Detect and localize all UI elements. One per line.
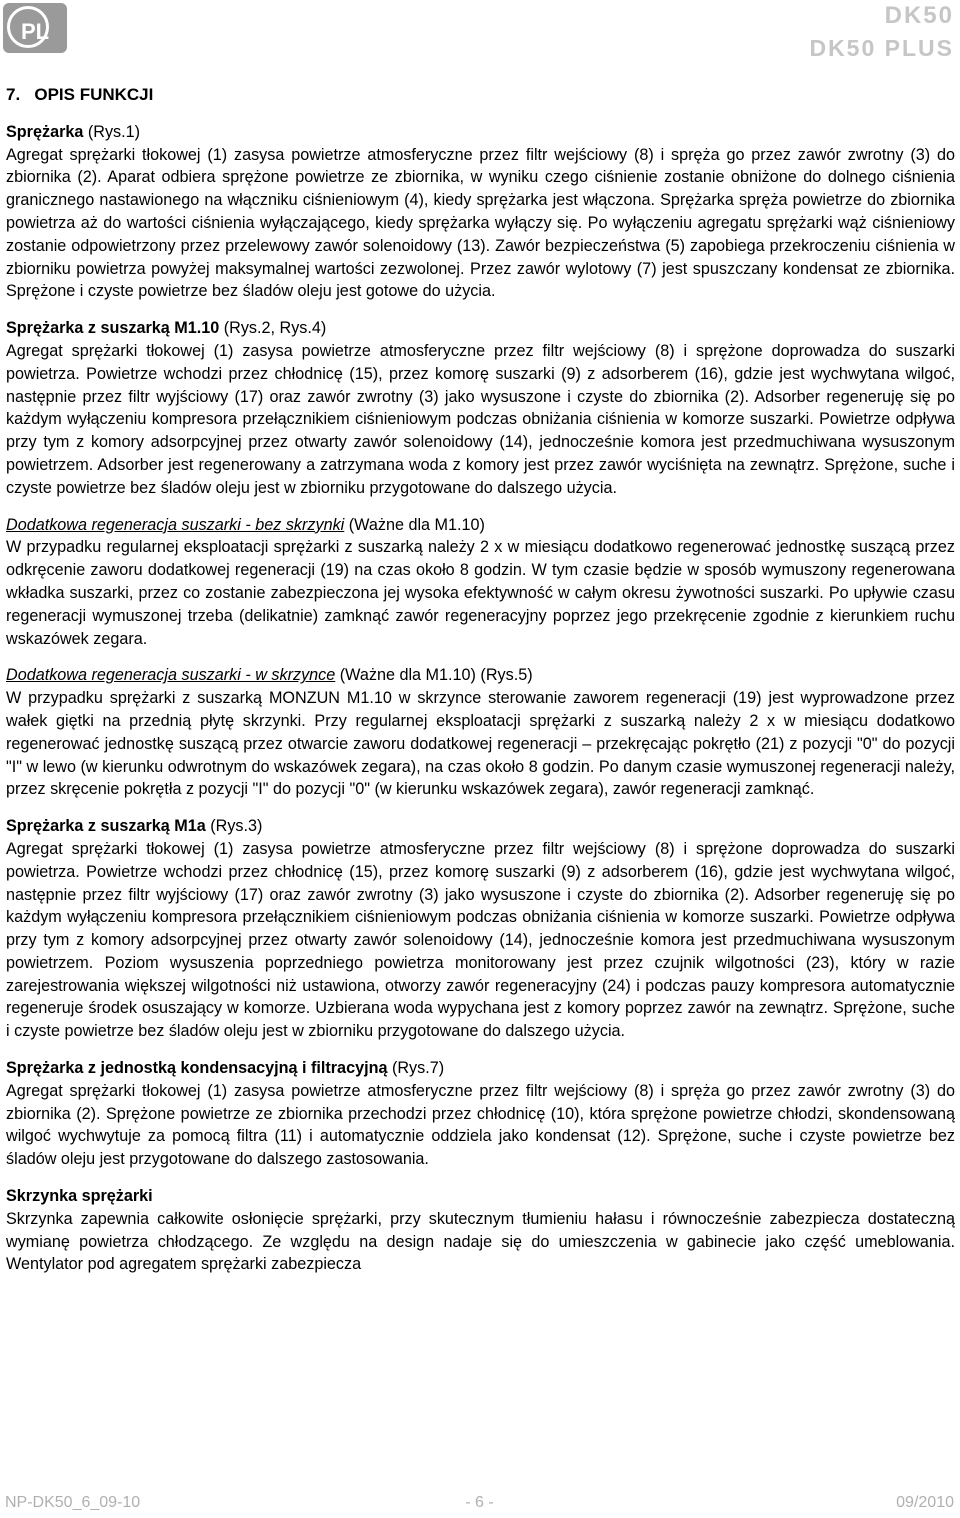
heading-title: Dodatkowa regeneracja suszarki - w skrzynce — [6, 666, 336, 685]
chapter-title: 7. OPIS FUNKCJI — [6, 85, 154, 104]
heading-title: Sprężarka z suszarką M1a — [6, 817, 206, 836]
document-date: 09/2010 — [896, 1494, 954, 1511]
section-paragraph: Agregat sprężarki tłokowej (1) zasysa powietrze atmosferyczne przez filtr wejściowy (8) i sprężone doprowadza do suszarki powietrza. Powietrze wchodzi przez chłodnicę (15), przez komorę suszarki (9) z adsorberem (16), gdzie jest wychwytana wilgoć, następnie przez filtr wyjściowy (17) oraz zawór zwrotny (3) jako wysuszone i czyste do zbiornika (2). Adsorber regeneruję się po każdym wyłączeniu kompresora przełącznikiem ciśnieniowym podczas obniżania ciśnienia w komorze suszarki. Powietrze odpływa przy tym z komory adsorpcyjnej przez otwarty zawór solenoidowy (14), jednocześnie komora jest przedmuchiwana wysuszonym powietrzem. Poziom wysuszenia poprzedniego powietrza monitorowany jest przez czujnik wilgotności (23), który w razie zarejestrowania większej wilgotności niż ustawiona, otworzy zawór regeneracyjny (24) i podczas pauzy kompresora automatycznie regeneruje środek osuszający w komorze. Uzbierana woda wypychana jest z komory poprzez zawór na zewnątrz. Sprężone, suche i czyste powietrze bez śladów oleju jest w zbiorniku przygotowane do dalszego użycia. — [6, 839, 955, 1041]
heading-title: Sprężarka — [6, 122, 84, 141]
heading-ref: (Rys.7) — [387, 1059, 445, 1078]
section-paragraph: W przypadku sprężarki z suszarką MONZUN M1.10 w skrzynce sterowanie zaworem regeneracji (19) jest wyprowadzone przez wałek giętki na przednią płytę skrzynki. Przy regularnej eksploatacji sprężarki z suszarką należy 2 x w miesiącu dodatkowo regenerować jednostkę suszącą przez otwarcie zaworu dodatkowej regeneracji – przekręcając pokrętło (21) z pozycji "0" do pozycji "I" w lewo (w kierunku odwrotnym do wskazówek zegara), na czas około 8 godzin. Po danym czasie wymuszonej regeneracji należy, przez skręcenie pokrętła z pozycji "I" do pozycji "0" (w kierunku wskazówek zegara), zawór regeneracji zamknąć. — [6, 689, 955, 799]
page-footer — [5, 1494, 954, 1516]
section-heading — [6, 1185, 955, 1208]
section-heading — [6, 1057, 955, 1080]
section-heading — [6, 317, 955, 340]
heading-title: Dodatkowa regeneracja suszarki - bez skrzynki — [6, 515, 345, 534]
language-badge — [3, 3, 67, 53]
section-paragraph: Skrzynka zapewnia całkowite osłonięcie sprężarki, przy skutecznym tłumieniu hałasu i równocześnie zabezpiecza dostateczną wymianę powietrza chłodzącego. Ze względu na design nadaje się do umieszczenia w gabinecie jako część umeblowania. Wentylator pod agregatem sprężarki zabezpiecza — [6, 1209, 955, 1274]
document-code: NP-DK50_6_09-10 — [5, 1494, 141, 1511]
section-paragraph: Agregat sprężarki tłokowej (1) zasysa powietrze atmosferyczne przez filtr wejściowy (8) i spręża go przez zawór zwrotny (3) do zbiornika (2). Sprężone powietrze ze zbiornika przechodzi przez chłodnicę (10), która sprężone powietrze chłodzi, skondensowaną wilgoć wychwytuje za pomocą filtra (11) i automatycznie oddziela jako kondensat (12). Sprężone, suche i czyste powietrze bez śladów oleju jest przygotowane do dalszego zastosowania. — [6, 1081, 955, 1169]
section-heading — [6, 514, 955, 537]
heading-ref: (Ważne dla M1.10) — [344, 515, 485, 534]
badge-ring — [7, 6, 49, 48]
model-name-secondary: DK50 PLUS — [809, 35, 954, 61]
section-heading — [6, 815, 955, 838]
heading-title: Sprężarka z suszarką M1.10 — [6, 319, 220, 338]
section-paragraph: W przypadku regularnej eksploatacji sprężarki z suszarką należy 2 x w miesiącu dodatkowo regenerować jednostkę suszącą przez odkręcenie zaworu dodatkowej regeneracji (19) na czas około 8 godzin. W tym czasie będzie w sposób wymuszony regenerowana wkładka suszarki, przez co zostanie zabezpieczona jej wysoka efektywność w całym okresu żywotności suszarki. Po upływie czasu regeneracji wymuszonej trzeba (delikatnie) zamknąć zawór regeneracyjny poprzez jego przekręcenie zgodnie z kierunkiem ruchu wskazówek zegara. — [6, 538, 955, 648]
heading-ref: (Ważne dla M1.10) (Rys.5) — [335, 666, 533, 685]
section-paragraph: Agregat sprężarki tłokowej (1) zasysa powietrze atmosferyczne przez filtr wejściowy (8) i spręża go przez zawór zwrotny (3) do zbiornika (2). Aparat odbiera sprężone powietrze ze zbiornika, w wyniku czego ciśnienie zostanie obniżone do dolnego ciśnienia granicznego nastawionego na włączniku ciśnieniowym (4), kiedy sprężarka jest włączona. Sprężarka spręża powietrze do zbiornika powietrza aż do wartości ciśnienia wyłączającego, kiedy sprężarka wyłączy się. Po wyłączeniu agregatu sprężarki wąż ciśnieniowy zostanie odpowietrzony przez przelewowy zawór solenoidowy (13). Zawór bezpieczeństwa (5) zapobiega przekroczeniu ciśnienia w zbiorniku powietrza powyżej maksymalnej wartości zezwolonej. Przez zawór wylotowy (7) jest spuszczany kondensat ze zbiornika. Sprężone i czyste powietrze bez śladów oleju jest gotowe do użycia. — [6, 145, 955, 301]
heading-ref: (Rys.1) — [83, 122, 141, 141]
section-heading — [6, 664, 955, 687]
heading-ref: (Rys.3) — [205, 817, 263, 836]
model-name-primary: DK50 — [884, 2, 954, 29]
section-paragraph: Agregat sprężarki tłokowej (1) zasysa powietrze atmosferyczne przez filtr wejściowy (8) i sprężone doprowadza do suszarki powietrza. Powietrze wchodzi przez chłodnicę (15), przez komorę suszarki (9) z adsorberem (16), gdzie jest wychwytana wilgoć, następnie przez filtr wyjściowy (17) oraz zawór zwrotny (3) jako wysuszone i czyste do zbiornika (2). Adsorber regeneruję się po każdym wyłączeniu kompresora przełącznikiem ciśnieniowym podczas obniżania ciśnienia w komorze suszarki. Powietrze odpływa przy tym z komory adsorpcyjnej przez otwarty zawór solenoidowy (14), jednocześnie komora jest przedmuchiwana wysuszonym powietrzem. Adsorber jest regenerowany a zatrzymana woda z komory jest przez zawór wyciśnięta na zewnątrz. Sprężone, suche i czyste powietrze bez śladów oleju jest w zbiorniku przygotowane do dalszego użycia. — [6, 341, 955, 497]
page-number: - 6 - — [465, 1494, 494, 1511]
heading-title: Sprężarka z jednostką kondensacyjną i filtracyjną — [6, 1059, 388, 1078]
language-code: PL — [20, 19, 50, 44]
heading-title: Skrzynka sprężarki — [6, 1187, 153, 1206]
heading-ref: (Rys.2, Rys.4) — [219, 319, 327, 338]
section-heading — [6, 121, 955, 144]
document-body — [6, 84, 955, 1276]
